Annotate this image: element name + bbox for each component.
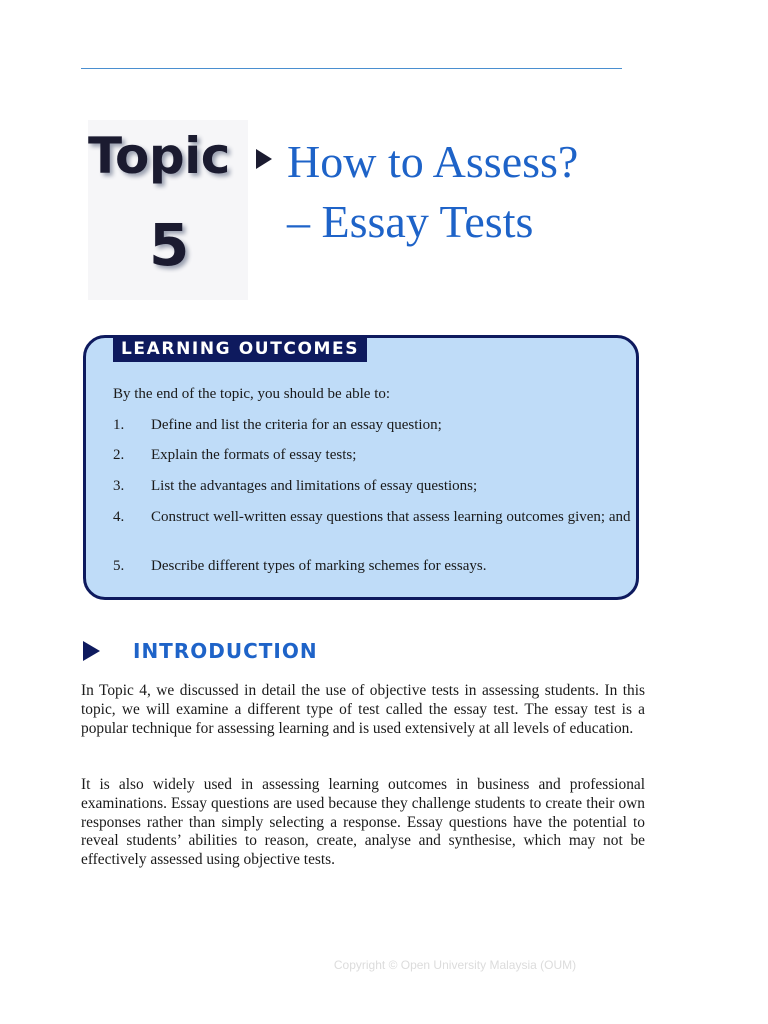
triangle-arrow-icon bbox=[256, 149, 272, 169]
section-heading: INTRODUCTION bbox=[133, 639, 318, 663]
topic-number: 5 bbox=[149, 211, 190, 279]
body-paragraph: It is also widely used in assessing learning outcomes in business and professional examinations. Essay questions are used because they challenge students to create their own responses rather than simply selecting a response. Essay questions have the potential to reveal students’ abilities to reason, create, analyse and synthesise, which may not be effectively assessed using objective tests. bbox=[81, 776, 645, 869]
list-item-text: Define and list the criteria for an essay question; bbox=[151, 417, 442, 433]
list-item-number: 5. bbox=[113, 558, 125, 574]
list-item-text: List the advantages and limitations of essay questions; bbox=[151, 478, 478, 494]
page-title-line-2: – Essay Tests bbox=[287, 196, 534, 247]
list-item-number: 4. bbox=[113, 509, 125, 525]
topic-label: Topic bbox=[88, 127, 230, 185]
list-item-number: 1. bbox=[113, 417, 125, 433]
learning-outcomes-intro: By the end of the topic, you should be able to: bbox=[113, 386, 391, 402]
list-item-number: 3. bbox=[113, 478, 125, 494]
page-title-line-1: How to Assess? bbox=[287, 136, 579, 187]
learning-outcomes-heading: LEARNING OUTCOMES bbox=[113, 336, 367, 362]
copyright-text: Copyright © Open University Malaysia (OUM) bbox=[333, 958, 577, 972]
header-rule bbox=[81, 68, 622, 69]
triangle-arrow-icon bbox=[83, 641, 100, 661]
list-item-number: 2. bbox=[113, 447, 125, 463]
body-paragraph: In Topic 4, we discussed in detail the use of objective tests in assessing students. In this topic, we will examine a different type of test called the essay test. The essay test is a popular technique for assessing learning and is used extensively at all levels of education. bbox=[81, 682, 645, 737]
copyright-footer bbox=[0, 958, 768, 972]
list-item-text: Describe different types of marking schemes for essays. bbox=[151, 558, 487, 574]
list-item-text: Explain the formats of essay tests; bbox=[151, 447, 357, 463]
list-item-text: Construct well-written essay questions that assess learning outcomes given; and bbox=[151, 509, 631, 525]
